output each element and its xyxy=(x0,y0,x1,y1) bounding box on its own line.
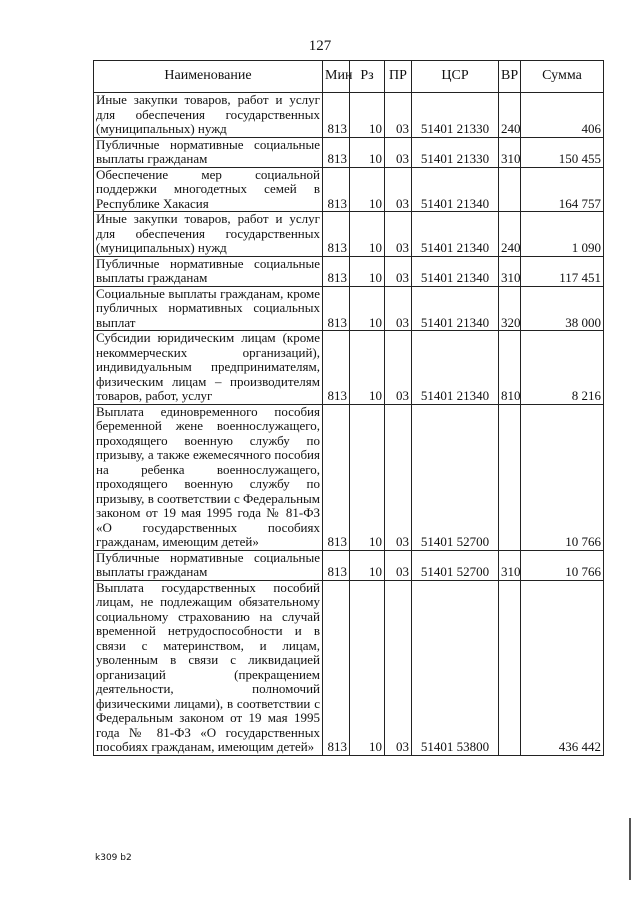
row-rz: 10 xyxy=(350,580,385,755)
row-rz: 10 xyxy=(350,550,385,580)
row-min: 813 xyxy=(323,167,350,212)
row-vr: 240 xyxy=(499,93,521,138)
table-row xyxy=(94,331,604,405)
table-row xyxy=(94,286,604,331)
header-row xyxy=(94,61,604,93)
row-name: Субсидии юридическим лицам (кроме некоммерческих организаций), индивидуальным предпринимателям, физическим лицам – производителям товаров, работ, услуг xyxy=(94,331,323,405)
page-number: 127 xyxy=(308,38,332,54)
row-vr xyxy=(499,404,521,550)
row-csr: 51401 21340 xyxy=(412,212,499,257)
header-csr: ЦСР xyxy=(412,61,499,93)
row-min: 813 xyxy=(323,212,350,257)
row-vr: 310 xyxy=(499,256,521,286)
table-row xyxy=(94,93,604,138)
row-csr: 51401 21340 xyxy=(412,286,499,331)
row-name: Выплата единовременного пособия беременной жене военнослужащего, проходящего военную службу по призыву, а также ежемесячного пособия на ребенка военнослужащего, проходящего военную службу по призыву, в соответствии с Федеральным законом от 19 мая 1995 года № 81-ФЗ «О государственных пособиях гражданам, имеющим детей» xyxy=(94,404,323,550)
row-min: 813 xyxy=(323,93,350,138)
row-rz: 10 xyxy=(350,286,385,331)
table-row xyxy=(94,212,604,257)
row-csr: 51401 52700 xyxy=(412,550,499,580)
row-pr: 03 xyxy=(385,286,412,331)
row-min: 813 xyxy=(323,404,350,550)
row-rz: 10 xyxy=(350,137,385,167)
row-vr: 320 xyxy=(499,286,521,331)
budget-table xyxy=(93,60,604,756)
row-csr: 51401 21340 xyxy=(412,256,499,286)
row-pr: 03 xyxy=(385,93,412,138)
row-sum: 117 451 xyxy=(521,256,604,286)
row-pr: 03 xyxy=(385,212,412,257)
table-row xyxy=(94,404,604,550)
row-vr: 310 xyxy=(499,137,521,167)
row-sum: 8 216 xyxy=(521,331,604,405)
row-vr xyxy=(499,580,521,755)
row-csr: 51401 53800 xyxy=(412,580,499,755)
row-sum: 164 757 xyxy=(521,167,604,212)
row-rz: 10 xyxy=(350,256,385,286)
row-pr: 03 xyxy=(385,550,412,580)
row-pr: 03 xyxy=(385,331,412,405)
row-name: Социальные выплаты гражданам, кроме публичных нормативных социальных выплат xyxy=(94,286,323,331)
row-sum: 1 090 xyxy=(521,212,604,257)
header-vr: ВР xyxy=(499,61,521,93)
row-csr: 51401 21340 xyxy=(412,167,499,212)
row-min: 813 xyxy=(323,580,350,755)
scan-edge-mark xyxy=(629,818,631,880)
row-min: 813 xyxy=(323,137,350,167)
row-rz: 10 xyxy=(350,167,385,212)
row-vr xyxy=(499,167,521,212)
header-rz: Рз xyxy=(350,61,385,93)
table-row xyxy=(94,256,604,286)
row-pr: 03 xyxy=(385,167,412,212)
header-sum: Сумма xyxy=(521,61,604,93)
table-row xyxy=(94,137,604,167)
footer-code: k309 b2 xyxy=(95,853,132,863)
row-vr: 240 xyxy=(499,212,521,257)
row-csr: 51401 21330 xyxy=(412,137,499,167)
row-name: Иные закупки товаров, работ и услуг для обеспечения государственных (муниципальных) нужд xyxy=(94,212,323,257)
table-row xyxy=(94,167,604,212)
row-vr: 310 xyxy=(499,550,521,580)
table-row xyxy=(94,550,604,580)
row-rz: 10 xyxy=(350,331,385,405)
header-name: Наименование xyxy=(94,61,323,93)
row-pr: 03 xyxy=(385,137,412,167)
row-name: Обеспечение мер социальной поддержки многодетных семей в Республике Хакасия xyxy=(94,167,323,212)
row-sum: 10 766 xyxy=(521,404,604,550)
row-pr: 03 xyxy=(385,404,412,550)
row-sum: 38 000 xyxy=(521,286,604,331)
row-csr: 51401 21330 xyxy=(412,93,499,138)
row-pr: 03 xyxy=(385,256,412,286)
row-sum: 436 442 xyxy=(521,580,604,755)
row-pr: 03 xyxy=(385,580,412,755)
row-name: Выплата государственных пособий лицам, не подлежащим обязательному социальному страхованию на случай временной нетрудоспособности и в связи с материнством, и лицам, уволенным в связи с ликвидацией организаций (прекращением деятельности, полномочий физическими лицами), в соответствии с Федеральным законом от 19 мая 1995 года № 81-ФЗ «О государственных пособиях гражданам, имеющим детей» xyxy=(94,580,323,755)
row-name: Иные закупки товаров, работ и услуг для обеспечения государственных (муниципальных) нужд xyxy=(94,93,323,138)
row-name: Публичные нормативные социальные выплаты гражданам xyxy=(94,256,323,286)
header-pr: ПР xyxy=(385,61,412,93)
row-rz: 10 xyxy=(350,404,385,550)
row-sum: 150 455 xyxy=(521,137,604,167)
header-min: Мин xyxy=(323,61,350,93)
row-sum: 10 766 xyxy=(521,550,604,580)
row-sum: 406 xyxy=(521,93,604,138)
table-row xyxy=(94,580,604,755)
row-min: 813 xyxy=(323,331,350,405)
row-min: 813 xyxy=(323,286,350,331)
row-rz: 10 xyxy=(350,212,385,257)
row-min: 813 xyxy=(323,256,350,286)
row-csr: 51401 52700 xyxy=(412,404,499,550)
row-vr: 810 xyxy=(499,331,521,405)
row-name: Публичные нормативные социальные выплаты гражданам xyxy=(94,550,323,580)
row-name: Публичные нормативные социальные выплаты гражданам xyxy=(94,137,323,167)
row-csr: 51401 21340 xyxy=(412,331,499,405)
row-min: 813 xyxy=(323,550,350,580)
row-rz: 10 xyxy=(350,93,385,138)
